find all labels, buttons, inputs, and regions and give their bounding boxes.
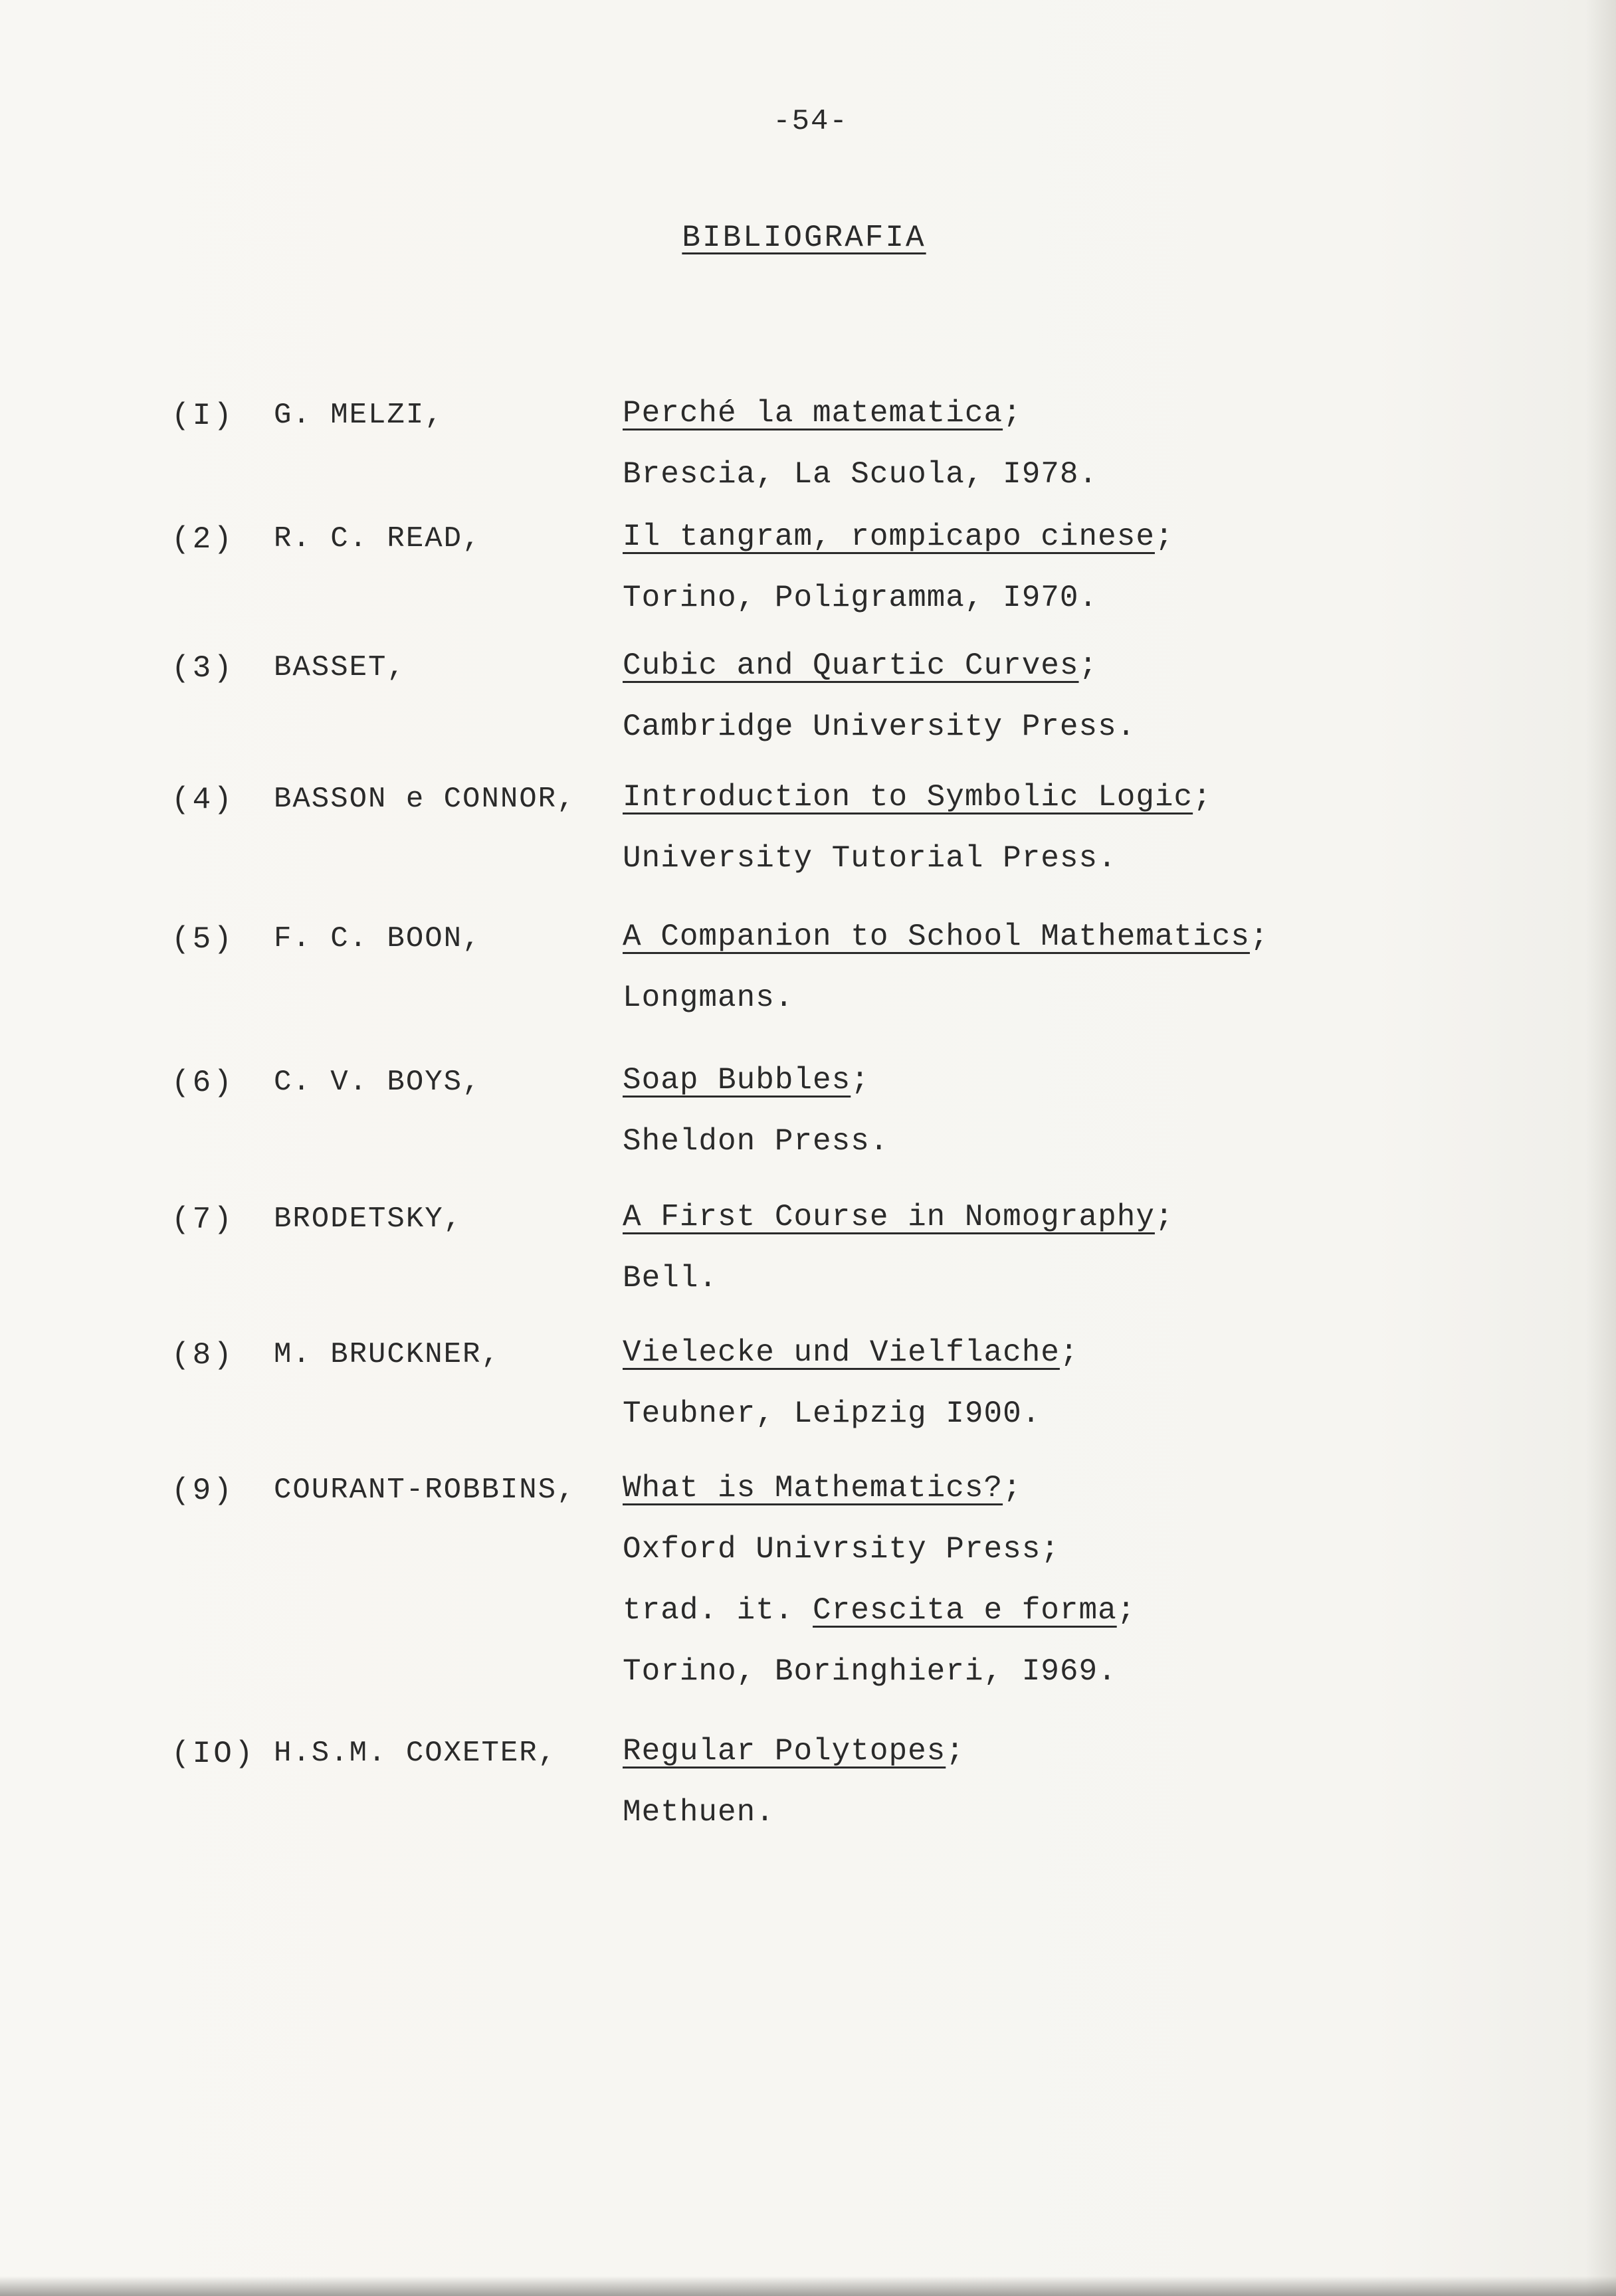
reference-text: Methuen. xyxy=(623,1795,775,1830)
reference-line xyxy=(623,696,1566,757)
reference-text: Torino, Poligramma, I970. xyxy=(623,581,1098,615)
reference-line xyxy=(623,1322,1566,1383)
entry-reference xyxy=(623,1734,1566,1843)
entry-author: G. MELZI, xyxy=(274,399,444,432)
entry-reference xyxy=(623,396,1566,505)
entry-author: BRODETSKY, xyxy=(274,1202,463,1236)
reference-line xyxy=(623,1641,1566,1702)
work-title: Perché la matematica xyxy=(623,396,1003,430)
reference-punctuation: ; xyxy=(1154,1200,1174,1234)
entry-reference xyxy=(623,1335,1566,1444)
work-title: Introduction to Symbolic Logic xyxy=(623,780,1193,814)
reference-punctuation: ; xyxy=(1003,396,1022,430)
work-title: Cubic and Quartic Curves xyxy=(623,648,1079,683)
work-title: Soap Bubbles xyxy=(623,1063,851,1098)
entry-number: (8) xyxy=(171,1338,235,1373)
reference-text: trad. it. xyxy=(623,1593,813,1628)
entry-author: H.S.M. COXETER, xyxy=(274,1737,557,1770)
work-title: A Companion to School Mathematics xyxy=(623,919,1250,954)
reference-line xyxy=(623,1111,1566,1172)
entry-reference xyxy=(623,1063,1566,1172)
work-title: What is Mathematics? xyxy=(623,1471,1003,1505)
reference-line xyxy=(623,1187,1566,1248)
entry-reference xyxy=(623,1202,1566,1309)
reference-line xyxy=(623,1248,1566,1309)
entry-number: (9) xyxy=(171,1474,235,1508)
reference-text: Torino, Boringhieri, I969. xyxy=(623,1654,1117,1689)
reference-punctuation: ; xyxy=(1249,919,1269,954)
entry-number: (2) xyxy=(171,522,235,557)
reference-line xyxy=(623,635,1566,696)
reference-line xyxy=(623,1458,1566,1519)
entry-reference xyxy=(623,780,1566,889)
entry-reference xyxy=(623,522,1566,628)
reference-punctuation: ; xyxy=(1059,1335,1079,1370)
reference-line xyxy=(623,1580,1566,1641)
reference-punctuation: ; xyxy=(1154,520,1174,554)
reference-text: Brescia, La Scuola, I978. xyxy=(623,457,1098,492)
reference-punctuation: ; xyxy=(1193,780,1212,814)
reference-line xyxy=(623,767,1566,828)
entry-author: M. BRUCKNER, xyxy=(274,1338,500,1371)
entry-number: (3) xyxy=(171,651,235,686)
reference-line xyxy=(623,444,1566,505)
entry-author: BASSET, xyxy=(274,651,406,684)
reference-text: University Tutorial Press. xyxy=(623,841,1117,876)
reference-punctuation: ; xyxy=(1078,648,1098,683)
entry-reference xyxy=(623,648,1566,757)
reference-line xyxy=(623,1519,1566,1580)
reference-text: Cambridge University Press. xyxy=(623,710,1136,744)
reference-punctuation: ; xyxy=(946,1734,965,1769)
entry-number: (4) xyxy=(171,783,235,817)
entry-reference xyxy=(623,1471,1566,1702)
reference-punctuation: ; xyxy=(1116,1593,1136,1628)
entry-author: F. C. BOON, xyxy=(274,922,482,955)
work-title: Regular Polytopes xyxy=(623,1734,946,1769)
reference-text: Longmans. xyxy=(623,981,794,1015)
entry-number: (6) xyxy=(171,1066,235,1100)
entry-author: R. C. READ, xyxy=(274,522,482,555)
entry-author: BASSON e CONNOR, xyxy=(274,783,576,816)
reference-text: Sheldon Press. xyxy=(623,1124,889,1159)
entry-number: (7) xyxy=(171,1202,235,1237)
reference-line xyxy=(623,567,1566,628)
entry-number: (5) xyxy=(171,922,235,957)
reference-line xyxy=(623,1050,1566,1111)
reference-line xyxy=(623,828,1566,889)
work-title: Vielecke und Vielflache xyxy=(623,1335,1060,1370)
reference-text: Oxford Univrsity Press; xyxy=(623,1532,1060,1567)
work-title: A First Course in Nomography xyxy=(623,1200,1155,1234)
entry-number: (I) xyxy=(171,399,235,433)
reference-line xyxy=(623,967,1566,1028)
reference-line xyxy=(623,1782,1566,1843)
reference-line xyxy=(623,1383,1566,1444)
reference-punctuation: ; xyxy=(851,1063,870,1098)
reference-line xyxy=(623,1721,1566,1782)
reference-line xyxy=(623,506,1566,567)
work-title: Il tangram, rompicapo cinese xyxy=(623,520,1155,554)
entry-author: COURANT-ROBBINS, xyxy=(274,1474,576,1507)
reference-punctuation: ; xyxy=(1003,1471,1022,1505)
reference-line xyxy=(623,906,1566,967)
page-number: -54- xyxy=(773,105,849,138)
bibliography-heading: BIBLIOGRAFIA xyxy=(682,221,926,255)
reference-text: Bell. xyxy=(623,1261,718,1295)
entry-number: (IO) xyxy=(171,1737,256,1771)
reference-text: Teubner, Leipzig I900. xyxy=(623,1396,1041,1431)
work-title: Crescita e forma xyxy=(813,1593,1117,1628)
entry-reference xyxy=(623,919,1566,1028)
entry-author: C. V. BOYS, xyxy=(274,1066,482,1099)
reference-line xyxy=(623,383,1566,444)
